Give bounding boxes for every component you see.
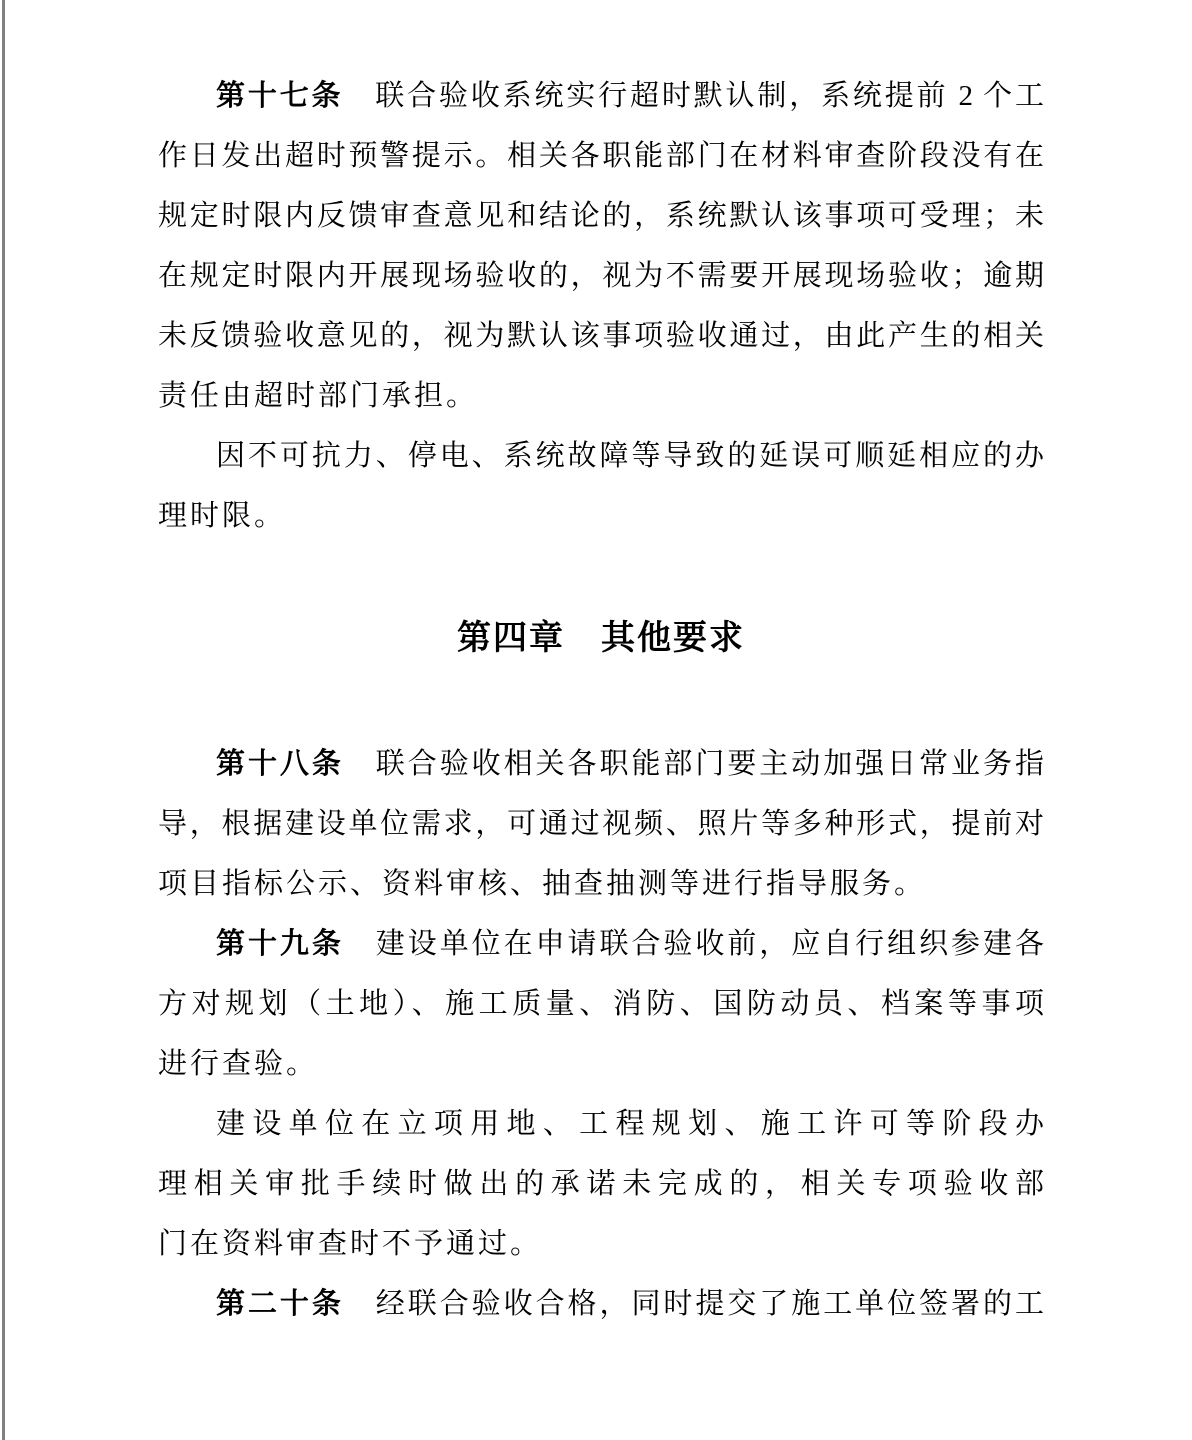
text-line: [158, 186, 1044, 246]
body-text: 未反馈验收意见的，视为默认该事项验收通过，由此产生的相关: [158, 320, 1044, 352]
page-left-edge: [2, 0, 5, 1440]
text-line: [158, 1214, 1044, 1274]
body-text: 方对规划（土地）、施工质量、消防、国防动员、档案等事项: [158, 988, 1044, 1020]
body-text: 建设单位在立项用地、工程规划、施工许可等阶段办: [216, 1108, 1044, 1140]
text-line: [158, 854, 1044, 914]
text-line: [158, 306, 1044, 366]
text-line: [158, 1274, 1044, 1334]
body-text: 规定时限内反馈审查意见和结论的，系统默认该事项可受理；未: [158, 200, 1044, 232]
article-number: 第十八条: [216, 748, 344, 780]
body-text: 经联合验收合格，同时提交了施工单位签署的工: [343, 1288, 1044, 1320]
text-line: [158, 246, 1044, 306]
text-line: [158, 1154, 1044, 1214]
text-line: [158, 126, 1044, 186]
body-text: 项目指标公示、资料审核、抽查抽测等进行指导服务。: [158, 868, 927, 900]
body-text: 因不可抗力、停电、系统故障等导致的延误可顺延相应的办: [216, 440, 1044, 472]
body-text: 建设单位在申请联合验收前，应自行组织参建各: [343, 928, 1044, 960]
article-number: 第十九条: [216, 928, 344, 960]
paragraph: [158, 426, 1044, 546]
body-text: 进行查验。: [158, 1048, 319, 1080]
body-text: 门在资料审查时不予通过。: [158, 1228, 543, 1260]
body-text: 理时限。: [158, 500, 287, 532]
article-number: 第二十条: [216, 1288, 344, 1320]
body-text: 联合验收相关各职能部门要主动加强日常业务指: [343, 748, 1044, 780]
body-text: 责任由超时部门承担。: [158, 380, 479, 412]
text-line: [158, 66, 1044, 126]
body-text: 在规定时限内开展现场验收的，视为不需要开展现场验收；逾期: [158, 260, 1044, 292]
article-number: 第十七条: [216, 80, 344, 112]
paragraph: [158, 914, 1044, 1094]
paragraph: [158, 66, 1044, 426]
text-line: [158, 1034, 1044, 1094]
body-text: 联合验收系统实行超时默认制，系统提前 2 个工: [343, 80, 1044, 112]
text-line: [158, 974, 1044, 1034]
paragraph: [158, 1274, 1044, 1334]
text-line: [158, 794, 1044, 854]
text-line: [158, 486, 1044, 546]
chapter-heading: 第四章 其他要求: [457, 619, 745, 657]
body-text: 作日发出超时预警提示。相关各职能部门在材料审查阶段没有在: [158, 140, 1044, 172]
text-line: [158, 426, 1044, 486]
body-text: 理相关审批手续时做出的承诺未完成的，相关专项验收部: [158, 1168, 1044, 1200]
body-text: 导，根据建设单位需求，可通过视频、照片等多种形式，提前对: [158, 808, 1044, 840]
text-line: [158, 366, 1044, 426]
text-line: [158, 1094, 1044, 1154]
text-line: [158, 734, 1044, 794]
paragraph: [158, 1094, 1044, 1274]
paragraph: [158, 734, 1044, 914]
text-line: [158, 914, 1044, 974]
document-content: [158, 66, 1044, 1334]
